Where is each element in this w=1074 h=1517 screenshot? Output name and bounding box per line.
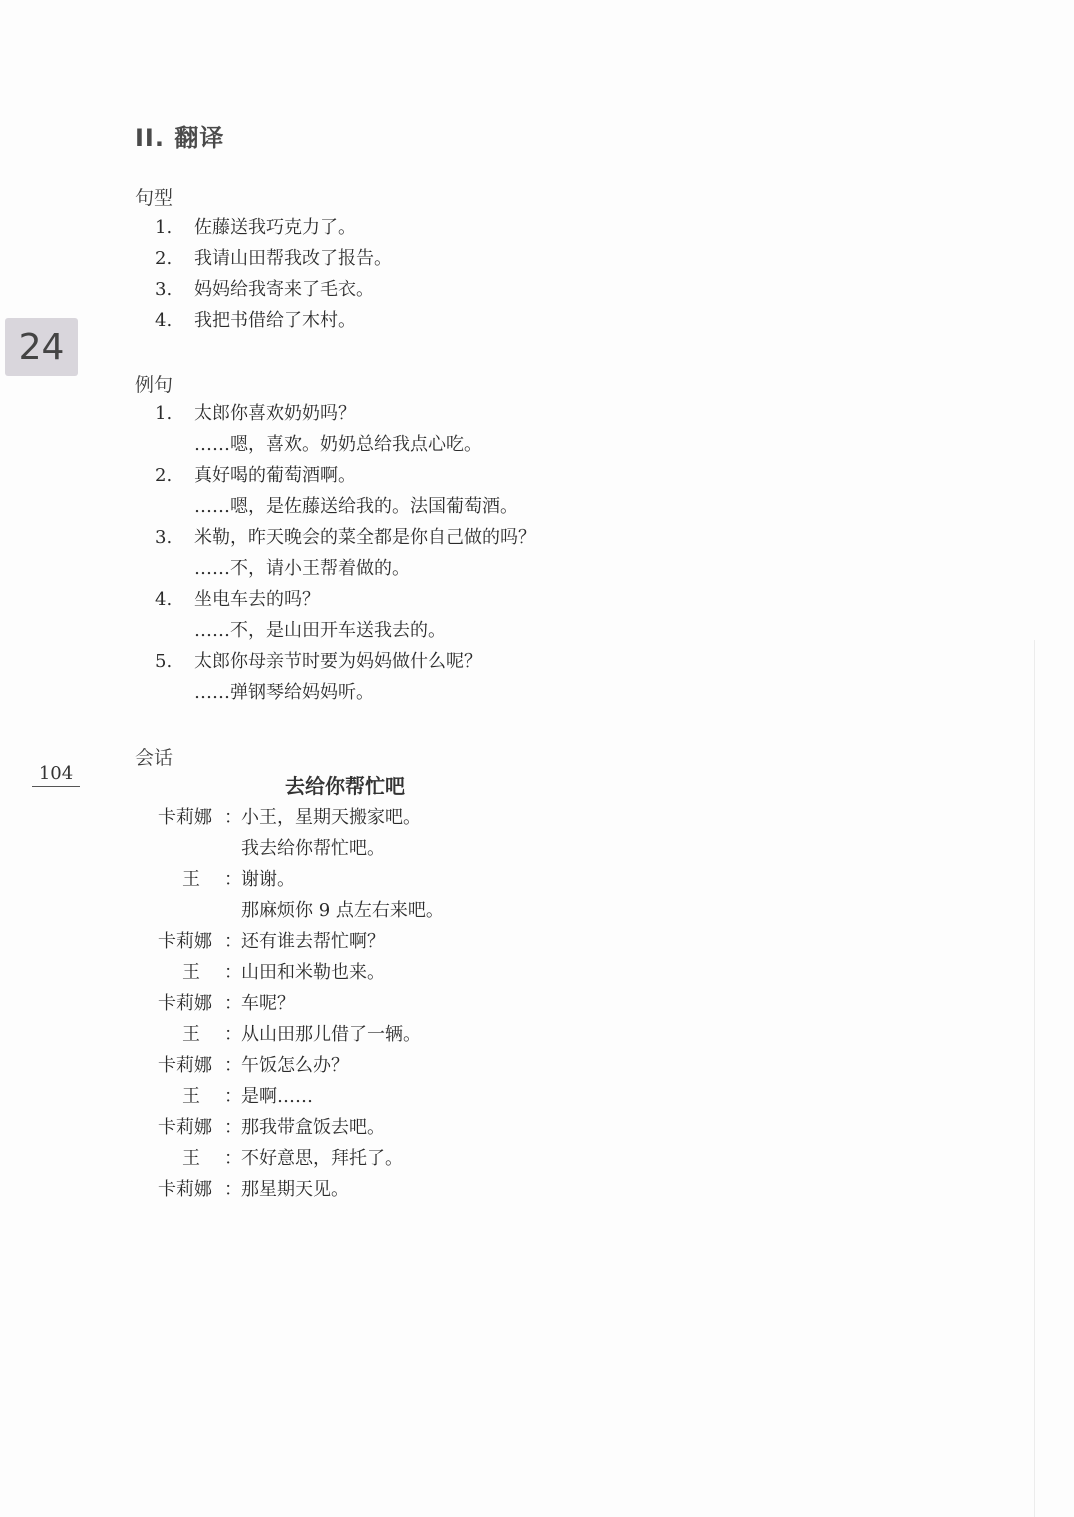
item-text: 妈妈给我寄来了毛衣。 [194, 279, 374, 300]
dialog-line [158, 1050, 444, 1081]
question-text: 太郎你喜欢奶奶吗？ [194, 403, 356, 424]
dialog-text: 从山田那儿借了一辆。 [241, 1024, 421, 1045]
item-number: 3. [155, 527, 173, 548]
dialog-text: 是啊…… [241, 1086, 313, 1107]
dialog-text: 那麻烦你 9 点左右来吧。 [241, 900, 444, 921]
dialog-text: 不好意思，拜托了。 [241, 1148, 403, 1169]
speaker-name: 卡莉娜 [158, 1055, 212, 1076]
dialog-text: 还有谁去帮忙啊？ [241, 931, 385, 952]
item-number: 1. [155, 217, 173, 238]
list-item [155, 522, 536, 584]
speaker-name [158, 895, 224, 926]
list-item [155, 398, 536, 460]
example-sentences-list [155, 398, 536, 708]
item-number: 5. [155, 651, 173, 672]
dialog-text: 山田和米勒也来。 [241, 962, 385, 983]
speaker-name: 卡莉娜 [158, 1117, 212, 1138]
list-item [155, 460, 536, 522]
list-item [155, 243, 392, 274]
question-text: 真好喝的葡萄酒啊。 [194, 465, 356, 486]
dialog-line [158, 1081, 444, 1112]
speaker-name: 王 [182, 1086, 200, 1107]
example-sentences-label: 例句 [135, 374, 174, 396]
colon: ： [224, 1179, 242, 1200]
item-number: 2. [155, 248, 173, 269]
colon: ： [224, 931, 242, 952]
question-text: 坐电车去的吗？ [194, 589, 320, 610]
item-number: 1. [155, 403, 173, 424]
sentence-patterns-label: 句型 [135, 187, 174, 209]
list-item [155, 584, 536, 646]
colon: ： [224, 869, 242, 890]
speaker-name: 卡莉娜 [158, 993, 212, 1014]
conversation-label: 会话 [135, 747, 174, 769]
colon: ： [224, 807, 242, 828]
answer-text: ……不，是山田开车送我去的。 [194, 620, 446, 641]
speaker-name: 卡莉娜 [158, 1179, 212, 1200]
item-text: 我请山田帮我改了报告。 [194, 248, 392, 269]
colon: ： [224, 993, 242, 1014]
list-item [155, 274, 392, 305]
dialog-line [158, 926, 444, 957]
item-number: 2. [155, 465, 173, 486]
answer-text: ……嗯，是佐藤送给我的。法国葡萄酒。 [194, 496, 518, 517]
dialog-text: 午饭怎么办？ [241, 1055, 349, 1076]
item-number: 4. [155, 310, 173, 331]
question-text: 米勒，昨天晚会的菜全都是你自己做的吗？ [194, 527, 536, 548]
dialog-text: 那星期天见。 [241, 1179, 349, 1200]
item-number: 3. [155, 279, 173, 300]
dialog-line [158, 957, 444, 988]
colon: ： [224, 1148, 242, 1169]
page-number: 104 [32, 762, 80, 787]
dialog-text: 小王，星期天搬家吧。 [241, 807, 421, 828]
list-item [155, 646, 536, 708]
section-heading: II. 翻译 [135, 124, 225, 152]
colon: ： [224, 1055, 242, 1076]
page-edge-shadow [1034, 640, 1035, 1517]
answer-text: ……嗯，喜欢。奶奶总给我点心吃。 [194, 434, 482, 455]
dialog-text: 那我带盒饭去吧。 [241, 1117, 385, 1138]
dialog-line [158, 1174, 444, 1205]
dialog-text: 我去给你帮忙吧。 [241, 838, 385, 859]
dialog-line [158, 895, 444, 926]
dialog-line [158, 1112, 444, 1143]
item-number: 4. [155, 589, 173, 610]
colon: ： [224, 1024, 242, 1045]
dialog-line [158, 1143, 444, 1174]
colon: ： [224, 1117, 242, 1138]
speaker-name: 王 [182, 1148, 200, 1169]
list-item [155, 212, 392, 243]
speaker-name: 王 [182, 962, 200, 983]
dialog-line [158, 833, 444, 864]
conversation-title: 去给你帮忙吧 [285, 774, 405, 798]
chapter-tab: 24 [5, 318, 78, 376]
answer-text: ……不，请小王帮着做的。 [194, 558, 410, 579]
speaker-name: 卡莉娜 [158, 807, 212, 828]
speaker-name: 王 [182, 869, 200, 890]
colon [224, 833, 241, 864]
answer-text: ……弹钢琴给妈妈听。 [194, 682, 374, 703]
dialog-text: 谢谢。 [241, 869, 295, 890]
speaker-name [158, 833, 224, 864]
dialog-text: 车呢？ [241, 993, 295, 1014]
dialog-line [158, 1019, 444, 1050]
dialog-line [158, 988, 444, 1019]
conversation-dialog [158, 802, 444, 1205]
question-text: 太郎你母亲节时要为妈妈做什么呢？ [194, 651, 482, 672]
speaker-name: 王 [182, 1024, 200, 1045]
item-text: 佐藤送我巧克力了。 [194, 217, 356, 238]
sentence-patterns-list [155, 212, 392, 336]
colon: ： [224, 962, 242, 983]
list-item [155, 305, 392, 336]
item-text: 我把书借给了木村。 [194, 310, 356, 331]
dialog-line [158, 802, 444, 833]
speaker-name: 卡莉娜 [158, 931, 212, 952]
colon [224, 895, 241, 926]
colon: ： [224, 1086, 242, 1107]
dialog-line [158, 864, 444, 895]
